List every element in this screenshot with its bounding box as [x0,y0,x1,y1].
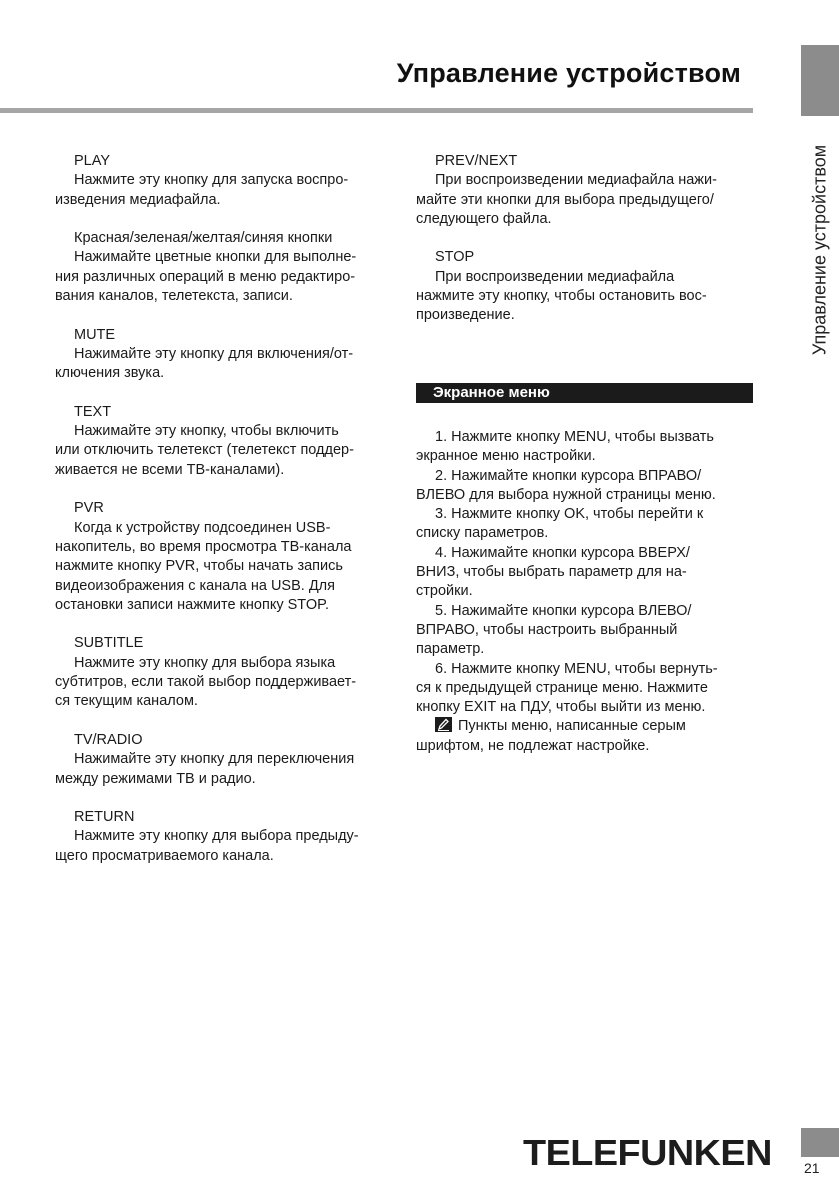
step-line: ВЛЕВО для выбора нужной страницы меню. [416,486,716,503]
note-text: Пункты меню, написанные серым [458,718,686,735]
step-line: экранное меню настройки. [416,448,596,465]
left-column [55,152,397,885]
description-line: нажмите кнопку PVR, чтобы начать запись [55,558,343,575]
description-line: произведение. [416,307,515,324]
description-line: субтитров, если такой выбор поддерживает- [55,674,357,691]
step-line: ся к предыдущей странице меню. Нажмите [416,679,708,696]
description-line: нажмите эту кнопку, чтобы остановить вос- [416,288,707,305]
button-description [55,808,397,866]
description-line: живается не всеми ТВ-каналами). [55,461,285,478]
description-line: накопитель, во время просмотра ТВ-канала [55,538,352,555]
note-pencil-icon [435,717,452,732]
side-section-label [801,130,839,370]
header-divider [0,108,753,113]
description-line: При воспроизведении медиафайла нажи- [435,172,717,189]
description-line: щего просматриваемого канала. [55,847,274,864]
description-line: или отключить телетекст (телетекст поддер- [55,442,354,459]
description-line: ния различных операций в меню редактиро- [55,268,356,285]
description-line: Нажимайте эту кнопку для переключения [74,751,355,768]
button-name: TV/RADIO [74,731,143,748]
description-line: Нажмите эту кнопку для выбора предыду- [74,828,359,845]
step-line: кнопку EXIT на ПДУ, чтобы выйти из меню. [416,699,706,716]
side-label-text: Управление устройством [809,144,830,356]
button-name: PREV/NEXT [435,153,518,169]
button-description [416,152,756,229]
button-name: Красная/зеленая/желтая/синяя кнопки [74,230,333,247]
screen-menu-steps [416,428,761,756]
description-line: Когда к устройству подсоединен USB- [74,519,331,536]
button-description [55,499,397,615]
right-column [416,152,756,345]
description-line: между режимами ТВ и радио. [55,770,256,787]
description-line: Нажимайте эту кнопку для включения/от- [74,345,354,362]
note-line [416,717,761,736]
step-line: 4. Нажимайте кнопки курсора ВВЕРХ/ [435,544,690,561]
description-line: Нажмите эту кнопку для запуска воспро- [74,172,349,189]
description-line: остановки записи нажмите кнопку STOP. [55,596,329,613]
button-description [416,248,756,325]
side-tab-marker [801,45,839,116]
step-line: 5. Нажимайте кнопки курсора ВЛЕВО/ [435,602,692,619]
button-description [55,326,397,384]
button-name: RETURN [74,809,135,826]
step-line: ВПРАВО, чтобы настроить выбранный [416,621,678,638]
side-tab-marker-bottom [801,1128,839,1157]
button-name: MUTE [74,326,116,343]
step-line: 3. Нажмите кнопку OK, чтобы перейти к [435,506,704,523]
step-line: 6. Нажмите кнопку MENU, чтобы вернуть- [435,660,718,677]
step-line: ВНИЗ, чтобы выбрать параметр для на- [416,564,687,581]
description-line: Нажимайте цветные кнопки для выполне- [74,249,357,266]
page-title: Управление устройством [396,58,741,88]
description-line: изведения медиафайла. [55,191,221,208]
description-line: Нажмите эту кнопку для выбора языка [74,654,336,671]
section-heading-screen-menu: Экранное меню [416,383,753,403]
button-description [55,731,397,789]
description-line: ключения звука. [55,365,165,382]
description-line: ся текущим каналом. [55,693,198,710]
brand-logo: TELEFUNKEN [523,1132,772,1173]
description-line: При воспроизведении медиафайла [435,268,675,285]
button-description [55,229,397,306]
description-line: следующего файла. [416,210,552,227]
step-line: списку параметров. [416,525,549,542]
note-line: шрифтом, не подлежат настройке. [416,737,650,754]
description-line: майте эти кнопки для выбора предыдущего/ [416,191,714,208]
step-line: параметр. [416,641,485,658]
button-name: TEXT [74,403,112,420]
step-line: стройки. [416,583,473,600]
description-line: вания каналов, телетекста, записи. [55,288,293,305]
page-number: 21 [804,1160,820,1176]
button-name: PLAY [74,153,111,169]
button-name: STOP [435,249,475,266]
step-line: 1. Нажмите кнопку MENU, чтобы вызвать [435,429,714,445]
button-description [55,152,397,210]
step-line: 2. Нажимайте кнопки курсора ВПРАВО/ [435,467,702,484]
button-description [55,634,397,711]
button-name: PVR [74,500,104,517]
description-line: Нажимайте эту кнопку, чтобы включить [74,423,339,440]
button-name: SUBTITLE [74,635,144,652]
description-line: видеоизображения с канала на USB. Для [55,577,335,594]
button-description [55,403,397,480]
